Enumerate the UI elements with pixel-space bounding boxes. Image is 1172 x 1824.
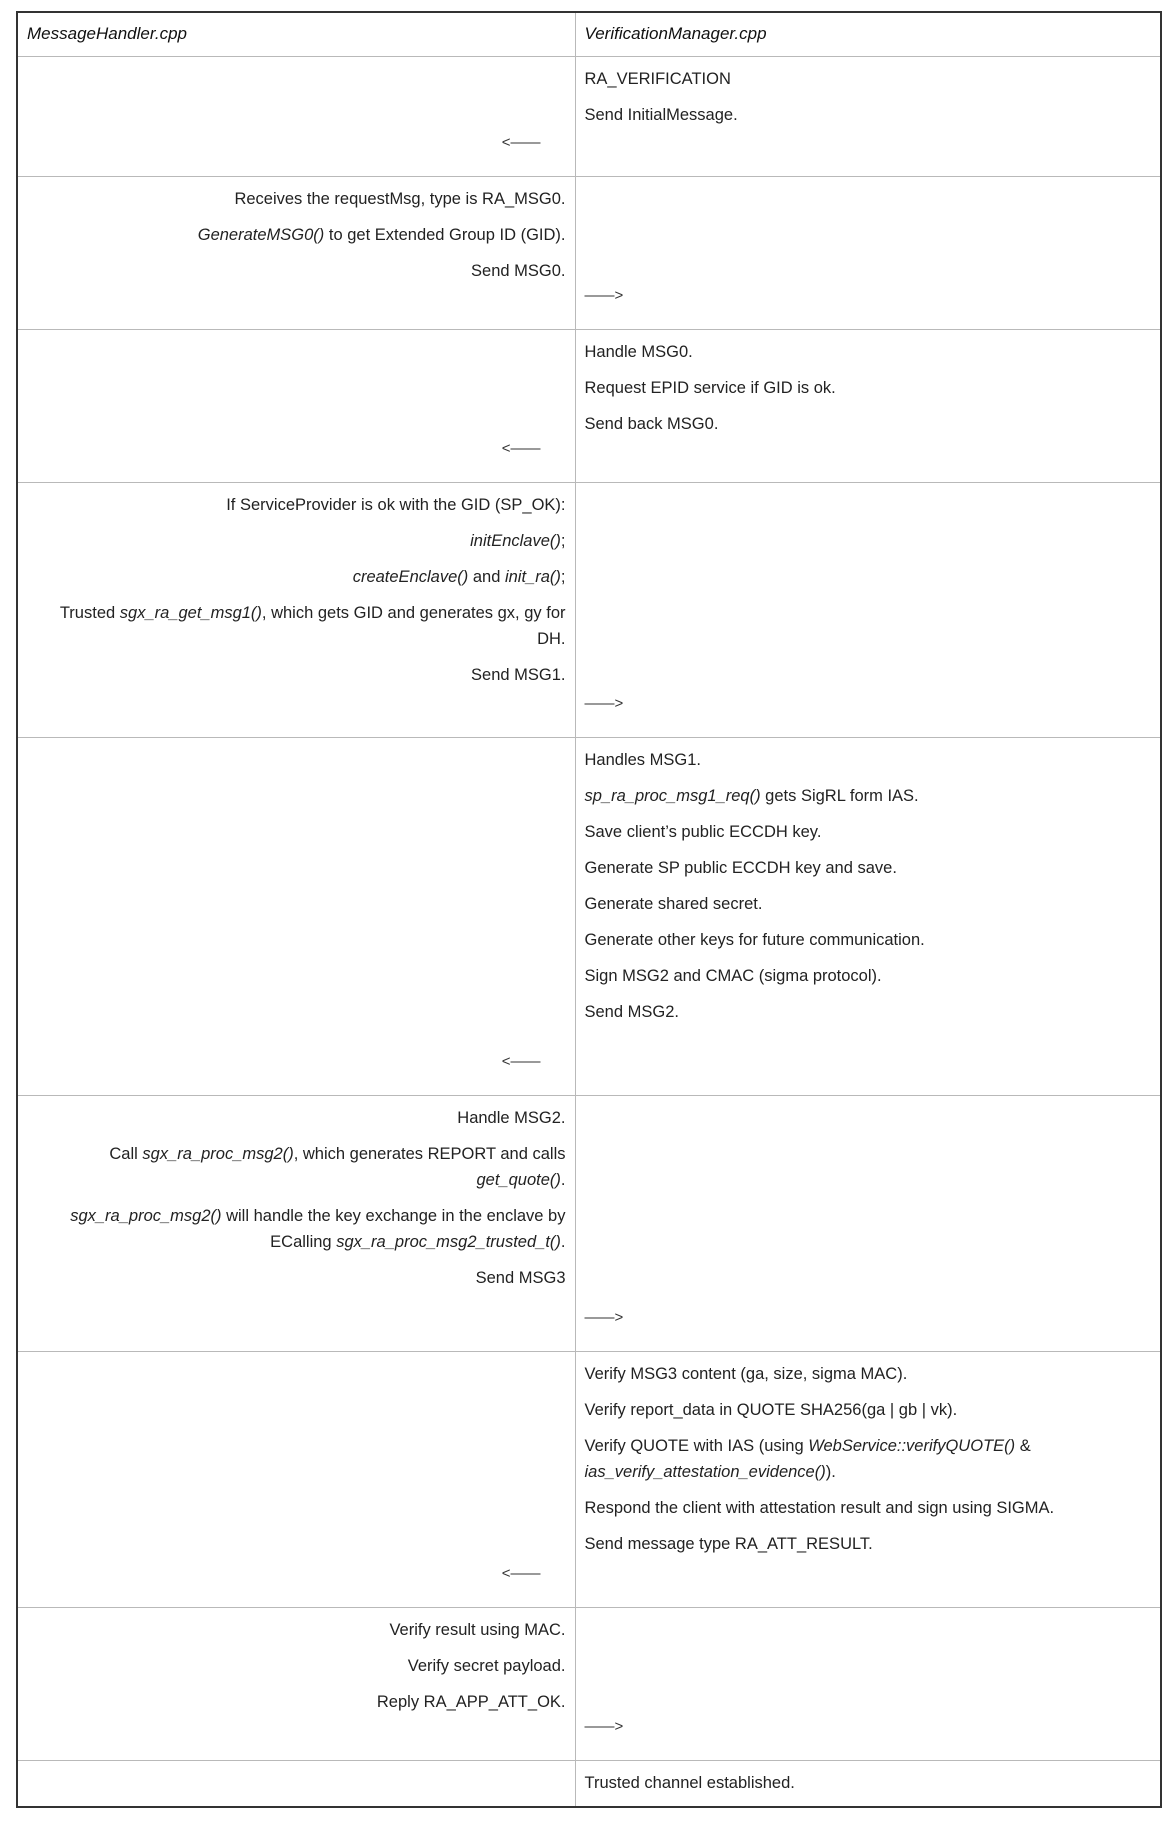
- arrow-right-icon: ——>: [584, 286, 624, 304]
- verification-manager-cell: [575, 1607, 1161, 1760]
- step-text: Trusted: [59, 603, 120, 622]
- verification-manager-cell: [575, 737, 1161, 1095]
- step-text: RA_VERIFICATION: [584, 69, 731, 88]
- step-text: Handles MSG1.: [584, 750, 701, 769]
- verification-manager-cell: [575, 329, 1161, 482]
- verification-manager-cell: [575, 482, 1161, 737]
- step-line: [27, 492, 566, 518]
- step-line: [585, 927, 1152, 953]
- message-handler-cell: [17, 1760, 575, 1807]
- step-text: Generate other keys for future communication.: [584, 930, 925, 949]
- step-text: Send InitialMessage.: [584, 105, 738, 124]
- message-handler-cell: [17, 56, 575, 176]
- function-name: get_quote(): [476, 1170, 561, 1189]
- message-handler-cell: [17, 737, 575, 1095]
- table-row: [17, 1607, 1161, 1760]
- protocol-table: [16, 11, 1162, 1808]
- step-line: [27, 222, 566, 248]
- table-row: [17, 1095, 1161, 1351]
- step-line: [585, 1397, 1152, 1423]
- step-text: , which gets GID and generates gx, gy for DH.: [261, 603, 566, 648]
- step-text: , which generates REPORT and calls: [293, 1144, 566, 1163]
- table-row: [17, 1351, 1161, 1607]
- step-text: Handle MSG2.: [457, 1108, 566, 1127]
- step-text: Send MSG0.: [471, 261, 566, 280]
- step-text: ;: [560, 531, 566, 550]
- step-line: [585, 1531, 1152, 1557]
- function-name: initEnclave(): [470, 531, 561, 550]
- step-line: [585, 1495, 1152, 1521]
- step-text: Receives the requestMsg, type is RA_MSG0.: [234, 189, 566, 208]
- step-text: to get Extended Group ID (GID).: [324, 225, 566, 244]
- step-text: and: [468, 567, 505, 586]
- arrow-left-icon: <——: [501, 1052, 541, 1070]
- step-text: &: [1015, 1436, 1031, 1455]
- step-text: Verify QUOTE with IAS (using: [584, 1436, 809, 1455]
- step-text: Generate shared secret.: [584, 894, 763, 913]
- arrow-left-icon: <——: [501, 439, 541, 457]
- verification-manager-cell: [575, 56, 1161, 176]
- step-text: Trusted channel established.: [584, 1773, 795, 1792]
- arrow-left-icon: <——: [501, 1564, 541, 1582]
- table-row: [17, 1760, 1161, 1807]
- table-row: [17, 737, 1161, 1095]
- step-line: [27, 600, 566, 652]
- verification-manager-cell: [575, 1351, 1161, 1607]
- function-name: createEnclave(): [352, 567, 469, 586]
- step-text: ).: [825, 1462, 836, 1481]
- function-name: WebService::verifyQUOTE(): [808, 1436, 1016, 1455]
- step-text: .: [560, 1232, 566, 1251]
- step-text: gets SigRL form IAS.: [760, 786, 919, 805]
- step-text: Call: [109, 1144, 143, 1163]
- step-line: [585, 411, 1152, 437]
- step-text: Generate SP public ECCDH key and save.: [584, 858, 897, 877]
- step-text: Send MSG2.: [584, 1002, 679, 1021]
- arrow-left-icon: <——: [501, 133, 541, 151]
- function-name: GenerateMSG0(): [197, 225, 325, 244]
- step-line: [27, 1141, 566, 1193]
- step-line: [585, 1361, 1152, 1387]
- verification-manager-cell: [575, 176, 1161, 329]
- step-text: Reply RA_APP_ATT_OK.: [376, 1692, 566, 1711]
- message-handler-cell: [17, 176, 575, 329]
- step-text: Handle MSG0.: [584, 342, 693, 361]
- step-text: will handle the key exchange in the enclave by ECalling: [221, 1206, 566, 1251]
- step-line: [585, 783, 1152, 809]
- step-text: Verify MSG3 content (ga, size, sigma MAC).: [584, 1364, 908, 1383]
- arrow-right-icon: ——>: [584, 1308, 624, 1326]
- step-text: Send MSG3: [475, 1268, 566, 1287]
- arrow-right-icon: ——>: [584, 694, 624, 712]
- step-line: [27, 1653, 566, 1679]
- step-line: [27, 186, 566, 212]
- step-text: Verify result using MAC.: [389, 1620, 566, 1639]
- step-line: [585, 1770, 1152, 1796]
- function-name: ias_verify_attestation_evidence(): [584, 1462, 826, 1481]
- step-line: [585, 819, 1152, 845]
- verification-manager-cell: [575, 1760, 1161, 1807]
- header-message-handler: MessageHandler.cpp: [17, 12, 575, 56]
- step-line: [27, 1203, 566, 1255]
- step-line: [27, 1105, 566, 1131]
- step-text: ;: [560, 567, 566, 586]
- step-text: Send MSG1.: [471, 665, 566, 684]
- step-text: Verify report_data in QUOTE SHA256(ga | gb | vk).: [584, 1400, 958, 1419]
- table-row: [17, 176, 1161, 329]
- function-name: sgx_ra_proc_msg2_trusted_t(): [336, 1232, 561, 1251]
- step-line: [27, 1617, 566, 1643]
- step-line: [27, 1265, 566, 1291]
- function-name: sgx_ra_get_msg1(): [119, 603, 262, 622]
- message-handler-cell: [17, 1095, 575, 1351]
- function-name: sp_ra_proc_msg1_req(): [584, 786, 761, 805]
- message-handler-cell: [17, 482, 575, 737]
- step-text: Send back MSG0.: [584, 414, 719, 433]
- verification-manager-cell: [575, 1095, 1161, 1351]
- step-line: [585, 375, 1152, 401]
- step-line: [585, 999, 1152, 1025]
- table-row: [17, 56, 1161, 176]
- table-row: [17, 482, 1161, 737]
- message-handler-cell: [17, 1607, 575, 1760]
- table-row: [17, 329, 1161, 482]
- function-name: sgx_ra_proc_msg2(): [70, 1206, 222, 1225]
- step-text: Save client’s public ECCDH key.: [584, 822, 822, 841]
- step-line: [585, 66, 1152, 92]
- step-text: Sign MSG2 and CMAC (sigma protocol).: [584, 966, 882, 985]
- step-line: [585, 102, 1152, 128]
- function-name: init_ra(): [504, 567, 561, 586]
- header-verification-manager: VerificationManager.cpp: [575, 12, 1161, 56]
- step-line: [585, 963, 1152, 989]
- message-handler-cell: [17, 329, 575, 482]
- step-text: Send message type RA_ATT_RESULT.: [584, 1534, 873, 1553]
- step-line: [27, 564, 566, 590]
- step-line: [585, 747, 1152, 773]
- step-line: [585, 1433, 1152, 1485]
- step-line: [585, 339, 1152, 365]
- arrow-right-icon: ——>: [584, 1717, 624, 1735]
- step-line: [27, 1689, 566, 1715]
- step-line: [585, 891, 1152, 917]
- step-line: [27, 258, 566, 284]
- step-line: [27, 528, 566, 554]
- step-text: Respond the client with attestation result and sign using SIGMA.: [584, 1498, 1055, 1517]
- step-text: If ServiceProvider is ok with the GID (SP_OK):: [226, 495, 566, 514]
- message-handler-cell: [17, 1351, 575, 1607]
- step-text: Verify secret payload.: [407, 1656, 566, 1675]
- table-body: [17, 56, 1161, 1807]
- function-name: sgx_ra_proc_msg2(): [142, 1144, 294, 1163]
- step-text: .: [560, 1170, 566, 1189]
- step-line: [27, 662, 566, 688]
- step-line: [585, 855, 1152, 881]
- header-row: [17, 12, 1161, 56]
- step-text: Request EPID service if GID is ok.: [584, 378, 836, 397]
